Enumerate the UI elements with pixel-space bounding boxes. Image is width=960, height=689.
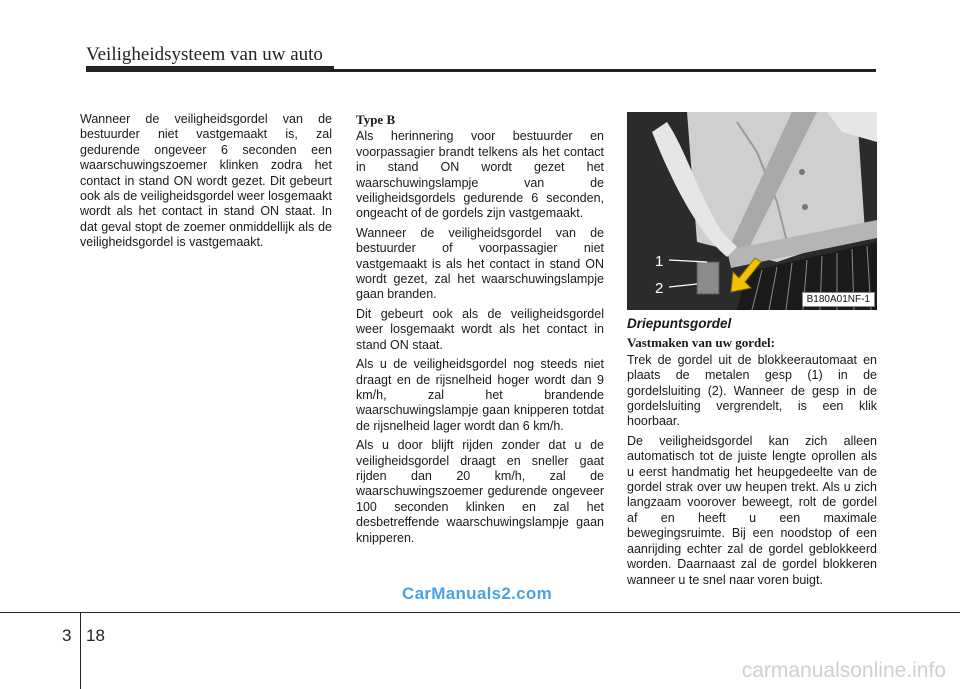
chapter-number: 3 (62, 626, 72, 645)
page-header-title: Veiligheidsysteem van uw auto (86, 44, 323, 65)
column-1 (80, 112, 332, 255)
col2-paragraph-2: Wanneer de veiligheidsgordel van de bestuurder of voorpassagier niet vastgemaakt is als het contact in stand ON wordt gezet, zal het waarschuwingslampje gaan branden. (356, 225, 604, 302)
footer-divider (80, 612, 81, 689)
fastening-heading: Vastmaken van uw gordel: (627, 335, 775, 351)
col2-paragraph-3: Dit gebeurt ook als de veiligheidsgordel weer losgemaakt wordt als het contact in stand ON staat. (356, 306, 604, 352)
col3-paragraph-2: De veiligheidsgordel kan zich alleen automatisch tot de juiste lengte oprollen als u eerst handmatig het heupgedeelte van de gordel strak over uw heupen trekt. Als u zich langzaam voorover beweegt, rolt de gordel af en heeft u een maximale bewegingsruimte. Bij een noodstop of een aanrijding echter zal de gordel geblokkeerd worden. Daarnaast zal de gordel blokkeren wanneer u te snel naar voren buigt. (627, 433, 877, 587)
section-title: Driepuntsgordel (627, 316, 732, 331)
col3-paragraph-1: Trek de gordel uit de blokkeerautomaat en plaats de metalen gesp (1) in de gordelsluiting (2). Wanneer de gesp in de gordelsluiting vergrendelt, is een klik hoorbaar. (627, 352, 877, 429)
watermark-link[interactable]: CarManuals2.com (402, 584, 552, 603)
type-b-heading: Type B (356, 112, 396, 127)
page-number: 18 (86, 626, 105, 645)
seatbelt-illustration-svg (627, 112, 877, 310)
column-3 (627, 316, 877, 592)
header-rule (86, 69, 876, 72)
col2-paragraph-1: Als herinnering voor bestuurder en voorpassagier brandt telkens als het contact in stand ON wordt gezet het waarschuwingslampje van de veiligheidsgordels gedurende 6 seconden, ongeacht of de gordels zijn vastgemaakt. (356, 129, 604, 221)
column-2 (356, 112, 604, 550)
col2-paragraph-4: Als u de veiligheidsgordel nog steeds niet draagt en de rijsnelheid hoger wordt dan 9 km/h, zal het brandende waarschuwingslampje gaan knipperen totdat de rijsnelheid lager wordt dan 6 km/h. (356, 357, 604, 433)
col2-paragraph-5: Als u door blijft rijden zonder dat u de veiligheidsgordel draagt en sneller gaat rijden dan 20 km/h, zal de waarschuwingszoemer gedurende ongeveer 100 seconden klinken en zal het desbetreffende waarschuwingslampje gaan knipperen. (356, 438, 604, 545)
col1-paragraph-1: Wanneer de veiligheidsgordel van de bestuurder niet vastgemaakt is, zal gedurende ongeveer 6 seconden een waarschuwingszoemer klinken zodra het contact in stand ON wordt gezet. Dit gebeurt ook als de veiligheidsgordel weer losgemaakt wordt als het contact in stand ON staat. In dat geval stopt de zoemer onmiddellijk als de veiligheidsgordel is vastgemaakt. (80, 112, 332, 250)
figure-code: B180A01NF-1 (802, 292, 875, 307)
figure-label-1: 1 (655, 253, 664, 270)
footer-site-link[interactable]: carmanualsonline.info (741, 659, 946, 682)
figure-label-2: 2 (655, 280, 664, 297)
footer-rule (0, 612, 960, 613)
seatbelt-illustration (627, 112, 877, 310)
